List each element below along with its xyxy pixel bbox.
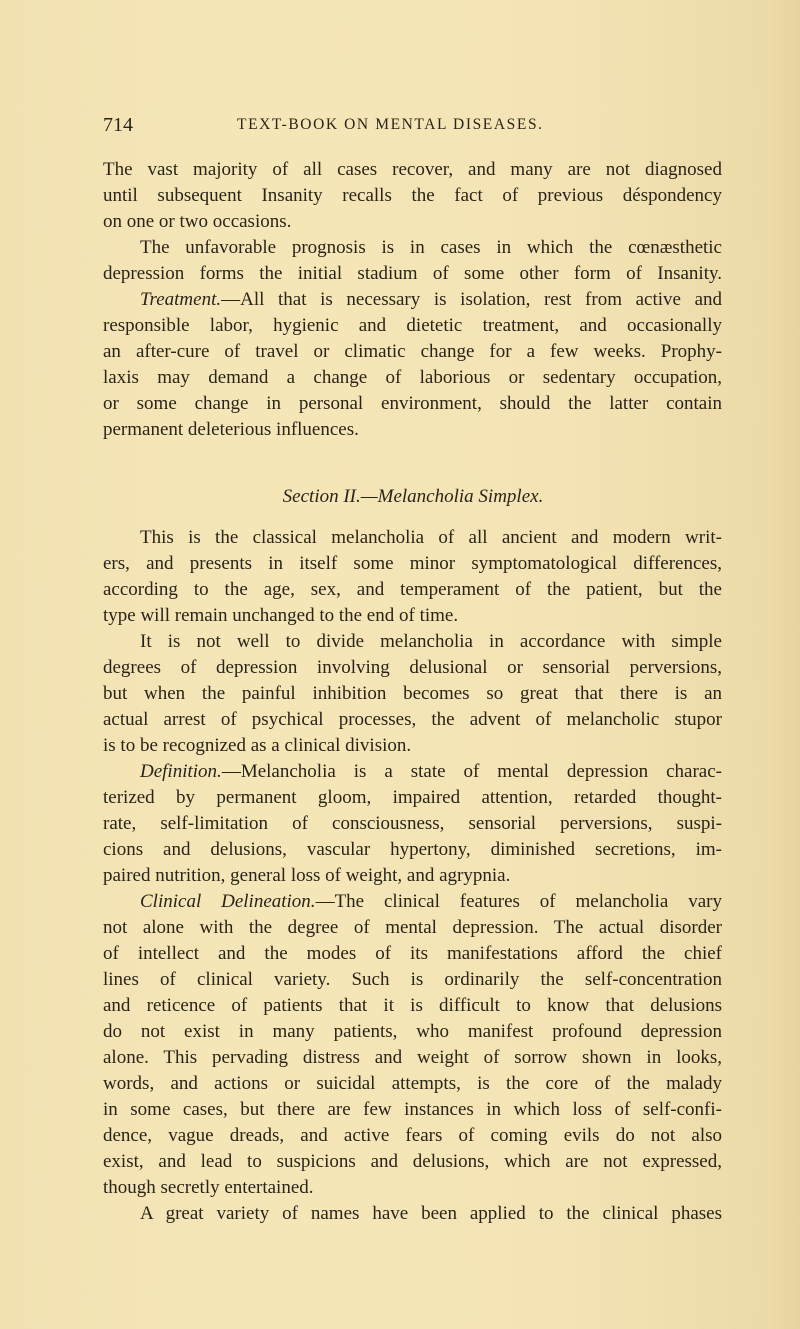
text-line: or some change in personal environment, should the latter contain (103, 393, 722, 414)
text-line: according to the age, sex, and temperament of the patient, but the (103, 579, 722, 600)
text-line: A great variety of names have been applied to the clinical phases (140, 1203, 722, 1224)
paragraph-lead-treatment: Treatment. (140, 289, 222, 310)
text-line: laxis may demand a change of laborious or sedentary occupation, (103, 367, 722, 388)
text-line: terized by permanent gloom, impaired attention, retarded thought- (103, 787, 722, 808)
running-title: TEXT-BOOK ON MENTAL DISEASES. (237, 116, 544, 133)
text-line: is to be recognized as a clinical division. (103, 735, 412, 756)
text-line: lines of clinical variety. Such is ordinarily the self-concentration (103, 969, 722, 990)
text-line: words, and actions or suicidal attempts, is the core of the malady (103, 1073, 722, 1094)
text-line: though secretly entertained. (103, 1177, 314, 1198)
text-line: and reticence of patients that it is difficult to know that delusions (103, 995, 722, 1016)
text-line: The vast majority of all cases recover, and many are not diagnosed (103, 159, 722, 180)
section-heading: Section II.—Melancholia Simplex. (282, 486, 544, 507)
text-line: not alone with the degree of mental depression. The actual disorder (103, 917, 722, 938)
treatment-paragraph-first-line (103, 287, 722, 313)
text-line: cions and delusions, vascular hypertony, diminished secretions, im- (103, 839, 722, 860)
text-line: paired nutrition, general loss of weight, and agrypnia. (103, 865, 511, 886)
text-line: alone. This pervading distress and weight of sorrow shown in looks, (103, 1047, 722, 1068)
text-line: depression forms the initial stadium of some other form of Insanity. (103, 263, 722, 284)
text-span: —The clinical features of melancholia vary (315, 891, 722, 912)
text-line: The unfavorable prognosis is in cases in which the cœnæsthetic (140, 237, 722, 258)
text-line: actual arrest of psychical processes, the advent of melancholic stupor (103, 709, 722, 730)
definition-paragraph-first-line (103, 759, 722, 785)
text-line: until subsequent Insanity recalls the fact of previous déspondency (103, 185, 722, 206)
text-line: responsible labor, hygienic and dietetic treatment, and occasionally (103, 315, 722, 336)
text-line: exist, and lead to suspicions and delusions, which are not expressed, (103, 1151, 722, 1172)
text-line: This is the classical melancholia of all ancient and modern writ- (140, 527, 722, 548)
text-line: dence, vague dreads, and active fears of coming evils do not also (103, 1125, 722, 1146)
text-line: in some cases, but there are few instances in which loss of self-confi- (103, 1099, 722, 1120)
text-block-melancholia-simplex (103, 525, 722, 1227)
text-line: rate, self-limitation of consciousness, sensorial perversions, suspi- (103, 813, 722, 834)
text-span: —All that is necessary is isolation, rest from active and (221, 289, 722, 310)
text-line: degrees of depression involving delusional or sensorial perversions, (103, 657, 722, 678)
page-number: 714 (103, 114, 133, 136)
paragraph-lead-definition: Definition. (140, 761, 222, 782)
text-line: It is not well to divide melancholia in accordance with simple (140, 631, 722, 652)
clinical-delineation-paragraph-first-line (103, 889, 722, 915)
text-line: ers, and presents in itself some minor symptomatological differences, (103, 553, 722, 574)
text-line: do not exist in many patients, who manifest profound depression (103, 1021, 722, 1042)
text-block-prognosis (103, 157, 722, 443)
text-line: an after-cure of travel or climatic change for a few weeks. Prophy- (103, 341, 722, 362)
text-line: permanent deleterious influences. (103, 419, 359, 440)
text-span: —Melancholia is a state of mental depression charac- (221, 761, 722, 782)
text-line: type will remain unchanged to the end of time. (103, 605, 459, 626)
paragraph-lead-clinical-delineation: Clinical Delineation. (140, 891, 316, 912)
text-line: but when the painful inhibition becomes so great that there is an (103, 683, 722, 704)
text-line: on one or two occasions. (103, 211, 292, 232)
running-head (103, 112, 723, 138)
text-line: of intellect and the modes of its manifestations afford the chief (103, 943, 722, 964)
